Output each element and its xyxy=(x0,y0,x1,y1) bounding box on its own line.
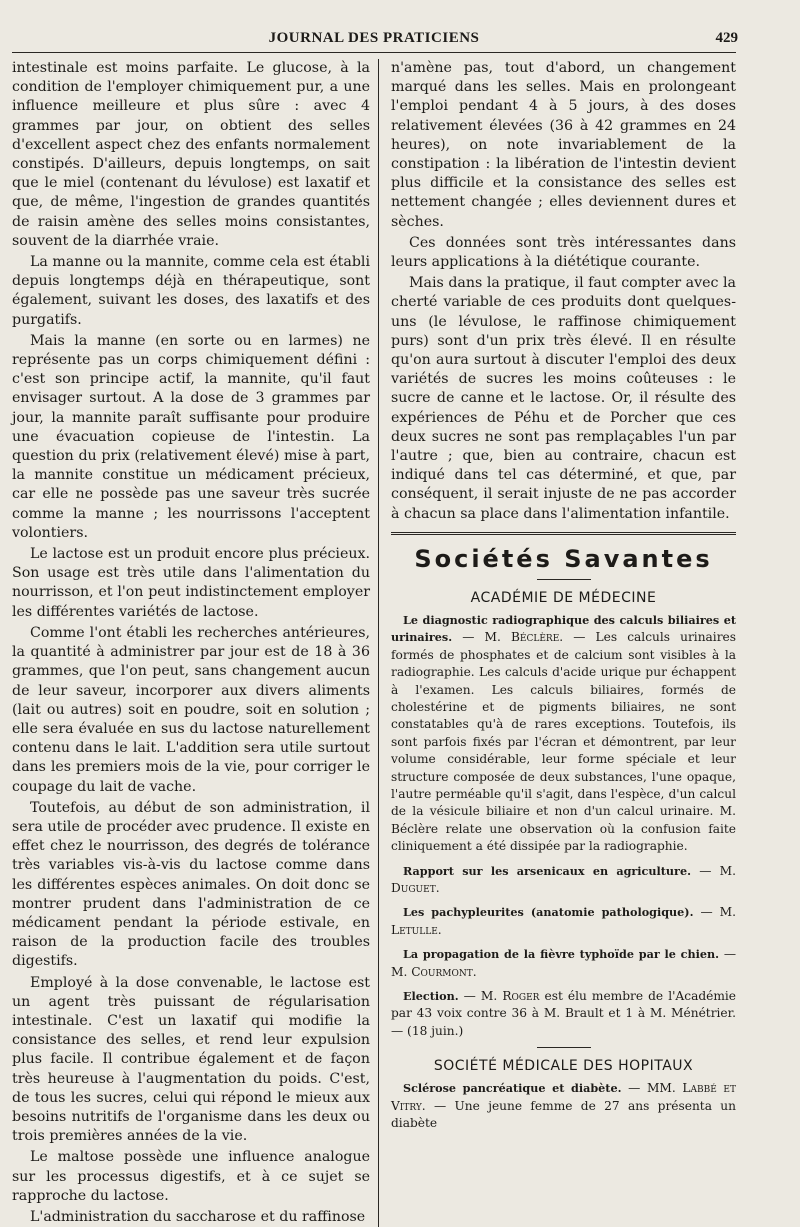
item-text: Une jeune femme de 27 ans présenta un diabète xyxy=(391,1098,736,1131)
right-column xyxy=(378,59,736,1227)
list-item: La propagation de la fièvre typhoïde par le chien. — M. Courmont. xyxy=(391,947,737,979)
societe-title: SOCIÉTÉ MÉDICALE DES HOPITAUX xyxy=(433,1058,694,1075)
page-number: 429 xyxy=(715,30,738,46)
item-lead: Sclérose pancréatique et diabète. xyxy=(403,1081,622,1096)
journal-title: JOURNAL DES PRATICIENS xyxy=(268,30,480,46)
paragraph: Toutefois, au début de son administration, il sera utile de procéder avec prudence. Il existe en effet chez le nourrisson, des degrés de tolérance très variables vis-à-vis du lactose comme dans les différentes espèces animales. On doit donc se montrer prudent dans l'administration de ce médicament pendant la période estivale, en raison de la production facile des troubles digestifs. xyxy=(12,799,370,970)
paragraph: Employé à la dose convenable, le lactose est un agent très puissant de régularisation intestinale. C'est un laxatif qui modifie la consistance des selles, et rend leur expulsion plus facile. Il contribue également et de façon très heureuse à l'augmentation du poids. C'est, de tous les sucres, celui qui répond le mieux aux besoins nutritifs de l'organisme dans les deux ou trois premières années de la vie. xyxy=(12,974,370,1145)
item-lead: Rapport sur les arsenicaux en agriculture. xyxy=(403,863,691,878)
section-divider xyxy=(391,532,736,535)
item-author: M. Courmont. xyxy=(391,964,477,979)
list-item: Le diagnostic radiographique des calculs biliaires et urinaires. — M. Béclère. — Les calculs urinaires formés de phosphates et de calcium sont visibles à la radiographie. Les calculs d'acide urique pur échappent à l'examen. Les calculs biliaires, formés de cholestérine et de pigments biliaires, ne sont constatables qu'à de rares exceptions. Toutefois, ils sont parfois fixés par l'écran et démontrent, par leur volume considérable, leur forme spéciale et leur structure composée de deux substances, l'une opaque, l'autre perméable qu'il s'agit, dans l'espèce, d'un calcul de la vésicule biliaire et non d'un calcul urinaire. M. Béclère relate une observation où la confusion faite cliniquement a été dissipée par la radiographie. xyxy=(391,612,737,854)
item-author: M. Roger xyxy=(480,989,540,1003)
two-columns xyxy=(12,59,736,1227)
paragraph: Ces données sont très intéressantes dans leurs applications à la diététique courante. xyxy=(391,234,736,271)
paragraph: La manne ou la mannite, comme cela est établi depuis longtemps déjà en thérapeutique, sont également, suivant les doses, des laxatifs et des purgatifs. xyxy=(12,254,370,328)
list-item: Election. — M. Roger est élu membre de l'Académie par 43 voix contre 36 à M. Brault et 1 à M. Ménétrier. — (18 juin.) xyxy=(391,989,737,1038)
item-author: M. Duguet. xyxy=(391,863,737,895)
list-item: Rapport sur les arsenicaux en agriculture. — M. Duguet. xyxy=(391,863,737,895)
short-divider xyxy=(537,1047,591,1048)
item-author: M. Letulle. xyxy=(391,905,737,937)
paragraph: Comme l'ont établi les recherches antérieures, la quantité à administrer par jour est de 18 à 36 grammes, que l'on peut, sans changement aucun de leur saveur, incorporer aux divers aliments (lait ou autres) soit en poudre, soit en solution ; elle sera évaluée en sus du lactose naturellement contenu dans le lait. L'addition sera utile surtout dans les premiers mois de la vie, pour corriger le coupage du lait de vache. xyxy=(12,624,370,795)
paragraph: n'amène pas, tout d'abord, un changement marqué dans les selles. Mais en prolongeant l'emploi pendant 4 à 5 jours, à des doses relativement élevées (36 à 42 grammes en 24 heures), on note invariablement de la constipation : la libération de l'intestin devient plus difficile et la consistance des selles est nettement changée ; elles deviennent dures et sèches. xyxy=(391,60,736,230)
item-author: MM. Labbé et Vitry. xyxy=(391,1081,736,1113)
item-text: est élu membre de l'Académie par 43 voix contre 36 à M. Brault et 1 à M. Ménétrier. — (18 juin.) xyxy=(391,989,737,1038)
item-lead: La propagation de la fièvre typhoïde par le chien. xyxy=(403,947,720,962)
paragraph: Mais dans la pratique, il faut compter avec la cherté variable de ces produits dont quelques-uns (le lévulose, le raffinose chimiquement purs) sont d'un prix très élevé. Il en résulte qu'on aura surtout à discuter l'emploi des deux variétés de sucres les moins coûteuses : le sucre de canne et le lactose. Or, il résulte des expériences de Péhu et de Porcher que ces deux sucres ne sont pas remplaçables l'un par l'autre ; que, bien au contraire, chacun est indiqué dans tel cas déterminé, et que, par conséquent, il serait injuste de ne pas accorder à chacun sa place dans l'alimentation infantile. xyxy=(391,275,736,522)
item-lead: Les pachypleurites (anatomie pathologique). xyxy=(403,905,694,920)
item-lead: Election. xyxy=(403,989,459,1003)
list-item: Sclérose pancréatique et diabète. — MM. Labbé et Vitry. — Une jeune femme de 27 ans présenta un diabète xyxy=(391,1081,736,1131)
short-divider xyxy=(537,579,591,580)
item-lead: Le diagnostic radiographique des calculs biliaires et urinaires. xyxy=(391,612,736,645)
item-text: Les calculs urinaires formés de phosphates et de calcium sont visibles à la radiographie. Les calculs d'acide urique pur échappent à l'examen. Les calculs biliaires, formés de cholestérine et de pigments biliaires, ne sont constatables qu'à de rares exceptions. Toutefois, ils sont parfois fixés par l'écran et démontrent, par leur volume considérable, leur forme spéciale et leur structure composée de deux substances, l'une opaque, l'autre perméable qu'il s'agit, dans l'espèce, d'un calcul de la vésicule biliaire et non d'un calcul urinaire. M. Béclère relate une observation où la confusion faite cliniquement a été dissipée par la radiographie. xyxy=(391,630,737,854)
item-author: M. Béclère. xyxy=(484,630,564,645)
paragraph: L'administration du saccharose et du raffinose xyxy=(30,1208,366,1225)
paragraph: Mais la manne (en sorte ou en larmes) ne représente pas un corps chimiquement défini : c'est son principe actif, la mannite, qu'il faut envisager surtout. A la dose de 3 grammes par jour, la mannite paraît suffisante pour produire une évacuation copieuse de l'intestin. La question du prix (relativement élevé) mise à part, la mannite constitue un médicament précieux, car elle ne possède pas une saveur très sucrée comme la manne ; les nourrissons l'acceptent volontiers. xyxy=(12,332,370,541)
section-title: Sociétés Savantes xyxy=(414,544,713,573)
academie-title: ACADÉMIE DE MÉDECINE xyxy=(470,589,657,606)
left-column xyxy=(12,59,378,1227)
list-item: Les pachypleurites (anatomie pathologique). — M. Letulle. xyxy=(391,905,737,937)
paragraph: Le lactose est un produit encore plus précieux. Son usage est très utile dans l'alimentation du nourrisson, et l'on peut indistinctement employer les différentes variétés de lactose. xyxy=(12,546,370,620)
paragraph: Le maltose possède une influence analogue sur les processus digestifs, et à ce sujet se rapproche du lactose. xyxy=(12,1149,370,1204)
page-header xyxy=(12,22,736,53)
paragraph: intestinale est moins parfaite. Le glucose, à la condition de l'employer chimiquement pur, a une influence meilleure et plus sûre : avec 4 grammes par jour, on obtient des selles d'excellent aspect chez des enfants normalement constipés. D'ailleurs, depuis longtemps, on sait que le miel (contenant du lévulose) est laxatif et que, de même, l'ingestion de grandes quantités de raisin amène des selles moins consistantes, souvent de la diarrhée vraie. xyxy=(12,60,370,249)
